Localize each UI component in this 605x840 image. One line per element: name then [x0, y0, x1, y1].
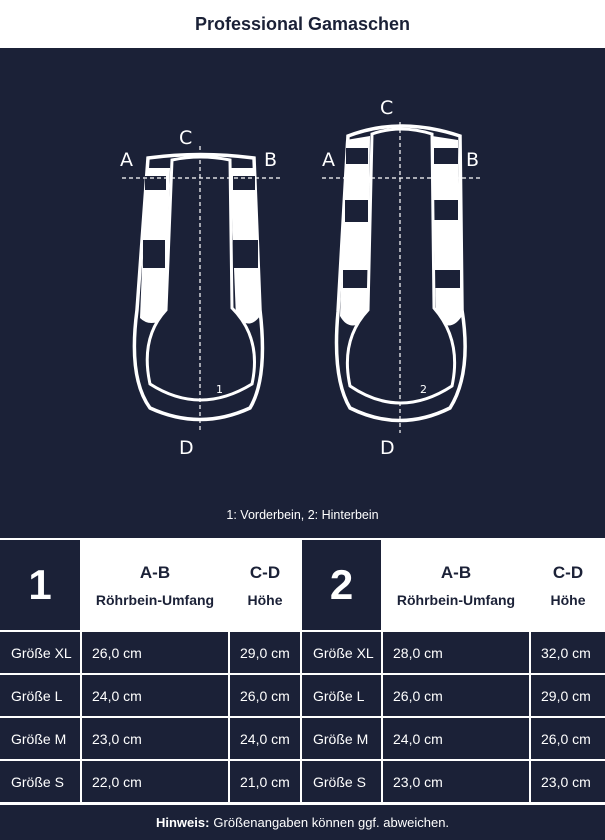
group-2-ab-code: A-B — [440, 562, 472, 582]
group-2-m-cd: 26,0 cm — [531, 718, 605, 759]
group-2-cd-code: C-D — [552, 562, 584, 582]
group-1-m-cd: 24,0 cm — [230, 718, 300, 759]
group-1-size-l: Größe L — [0, 675, 80, 716]
hind-boot-illustration — [322, 97, 480, 459]
group-1-size-xl: Größe XL — [0, 632, 80, 673]
group-1-xl-ab: 26,0 cm — [82, 632, 228, 673]
front-boot-label-a: A — [120, 149, 133, 171]
group-2-size-m: Größe M — [302, 718, 381, 759]
group-2-xl-ab: 28,0 cm — [383, 632, 529, 673]
hind-boot-label-d: D — [380, 437, 395, 459]
diagram-legend: 1: Vorderbein, 2: Hinterbein — [226, 508, 379, 522]
group-2-ab-name: Röhrbein-Umfang — [396, 591, 516, 608]
boot-diagram-svg — [0, 48, 605, 538]
group-1-cd-code: C-D — [249, 562, 281, 582]
front-boot-label-c: C — [179, 127, 193, 149]
group-2-l-ab: 26,0 cm — [383, 675, 529, 716]
group-1-number: 1 — [0, 540, 80, 630]
page-title: Professional Gamaschen — [0, 0, 605, 48]
hind-boot-slot — [345, 200, 368, 222]
group-1-s-cd: 21,0 cm — [230, 761, 300, 802]
group-1-m-ab: 23,0 cm — [82, 718, 228, 759]
front-boot-slot — [233, 240, 258, 268]
hind-boot-label-a: A — [322, 149, 335, 171]
group-2-ab-header — [383, 540, 529, 630]
group-2-cd-name: Höhe — [550, 591, 586, 608]
group-1-cd-header — [230, 540, 300, 630]
footer-note — [0, 805, 605, 840]
group-1-s-ab: 22,0 cm — [82, 761, 228, 802]
boot-diagram — [0, 48, 605, 538]
front-boot-label-d: D — [179, 437, 194, 459]
group-1-size-s: Größe S — [0, 761, 80, 802]
group-2-s-cd: 23,0 cm — [531, 761, 605, 802]
group-2-cd-header — [531, 540, 605, 630]
group-1-size-m: Größe M — [0, 718, 80, 759]
group-1-ab-code: A-B — [139, 562, 171, 582]
hind-boot-slot — [434, 148, 458, 164]
front-boot-slot — [145, 176, 166, 190]
hind-boot-slot — [434, 200, 458, 220]
group-1-l-cd: 26,0 cm — [230, 675, 300, 716]
group-1-ab-header — [82, 540, 228, 630]
group-2-size-l: Größe L — [302, 675, 381, 716]
hind-boot-label-b: B — [466, 149, 480, 171]
hind-boot-label-c: C — [380, 97, 394, 119]
front-boot-label-b: B — [264, 149, 278, 171]
group-2-size-s: Größe S — [302, 761, 381, 802]
group-1-cd-name: Höhe — [247, 591, 283, 608]
group-2-m-ab: 24,0 cm — [383, 718, 529, 759]
hind-boot-slot — [346, 148, 368, 164]
hind-boot-slot — [343, 270, 368, 288]
group-2-number: 2 — [302, 540, 381, 630]
size-table — [0, 538, 605, 803]
footer-text: Größenangaben können ggf. abweichen. — [213, 815, 450, 830]
footer-label: Hinweis: — [155, 815, 210, 830]
hind-boot-right-panel — [432, 136, 462, 326]
group-1-l-ab: 24,0 cm — [82, 675, 228, 716]
group-2-xl-cd: 32,0 cm — [531, 632, 605, 673]
group-2-l-cd: 29,0 cm — [531, 675, 605, 716]
group-1-ab-name: Röhrbein-Umfang — [95, 591, 215, 608]
group-2-size-xl: Größe XL — [302, 632, 381, 673]
front-boot-illustration — [120, 127, 282, 459]
front-boot-slot — [143, 240, 165, 268]
group-1-xl-cd: 29,0 cm — [230, 632, 300, 673]
hind-boot-number: 2 — [420, 383, 427, 396]
group-2-s-ab: 23,0 cm — [383, 761, 529, 802]
hind-boot-left-panel — [340, 136, 370, 326]
front-boot-number: 1 — [216, 383, 223, 396]
hind-boot-slot — [434, 270, 460, 288]
